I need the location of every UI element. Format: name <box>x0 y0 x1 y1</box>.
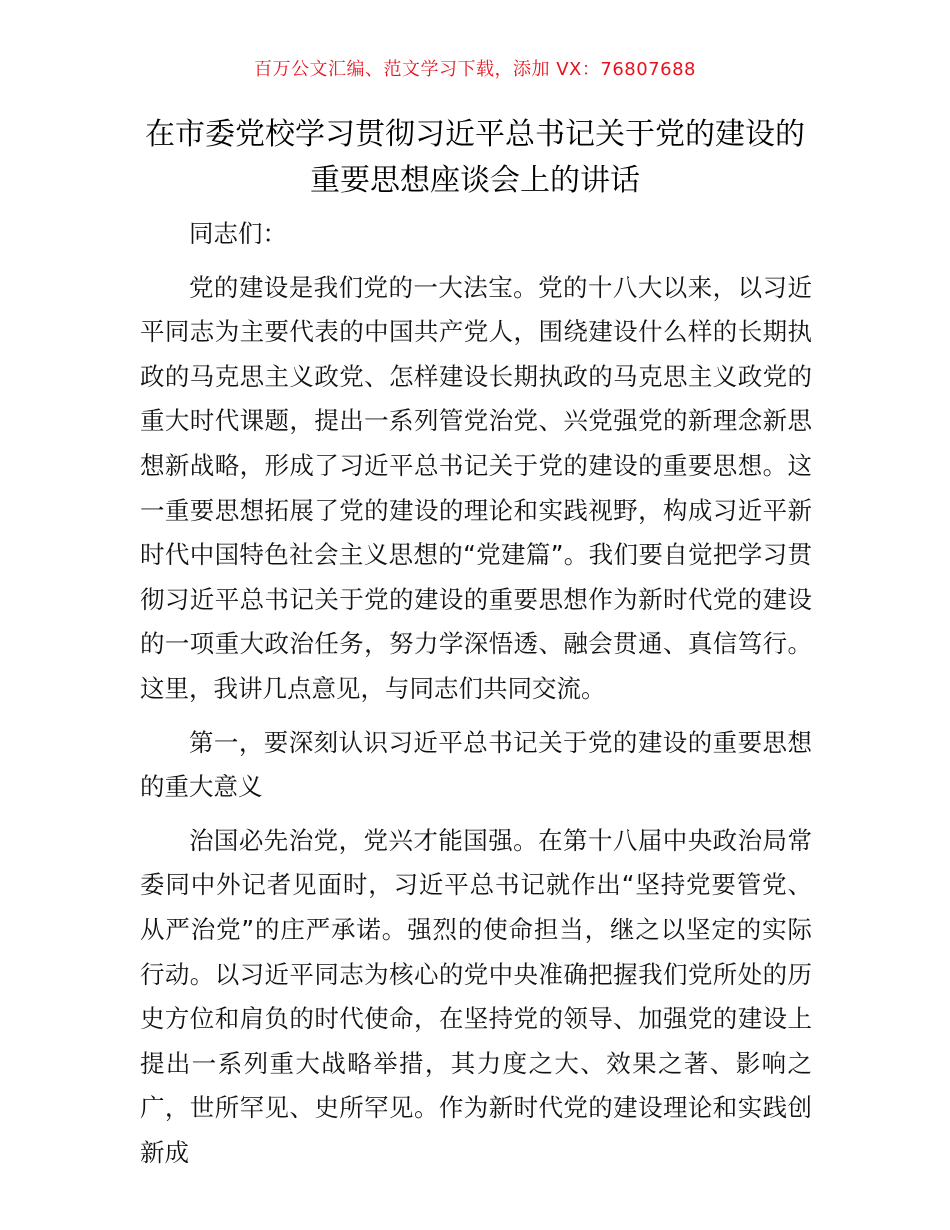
paragraph-section-one: 治国必先治党，党兴才能国强。在第十八届中央政治局常委同中外记者见面时，习近平总书记就作出“坚持党要管党、从严治党”的庄严承诺。强烈的使命担当，继之以坚定的实际行动。以习近平同志为核心的党中央准确把握我们党所处的历史方位和肩负的时代使命，在坚持党的领导、加强党的建设上提出一系列重大战略举措，其力度之大、效果之著、影响之广，世所罕见、史所罕见。作为新时代党的建设理论和实践创新成 <box>140 825 812 1167</box>
salutation: 同志们： <box>189 219 287 248</box>
header-note: 百万公文汇编、范文学习下载，添加 VX：76807688 <box>254 59 696 80</box>
page-title: 在市委党校学习贯彻习近平总书记关于党的建设的重要思想座谈会上的讲话 <box>145 117 805 198</box>
section-heading-first: 第一，要深刻认识习近平总书记关于党的建设的重要思想的重大意义 <box>140 727 812 802</box>
document-body <box>140 212 812 1184</box>
paragraph-intro: 党的建设是我们党的一大法宝。党的十八大以来，以习近平同志为主要代表的中国共产党人，围绕建设什么样的长期执政的马克思主义政党、怎样建设长期执政的马克思主义政党的重大时代课题，提出一系列管党治党、兴党强党的新理念新思想新战略，形成了习近平总书记关于党的建设的重要思想。这一重要思想拓展了党的建设的理论和实践视野，构成习近平新时代中国特色社会主义思想的“党建篇”。我们要自觉把学习贯彻习近平总书记关于党的建设的重要思想作为新时代党的建设的一项重大政治任务，努力学深悟透、融会贯通、真信笃行。这里，我讲几点意见，与同志们共同交流。 <box>140 272 812 703</box>
